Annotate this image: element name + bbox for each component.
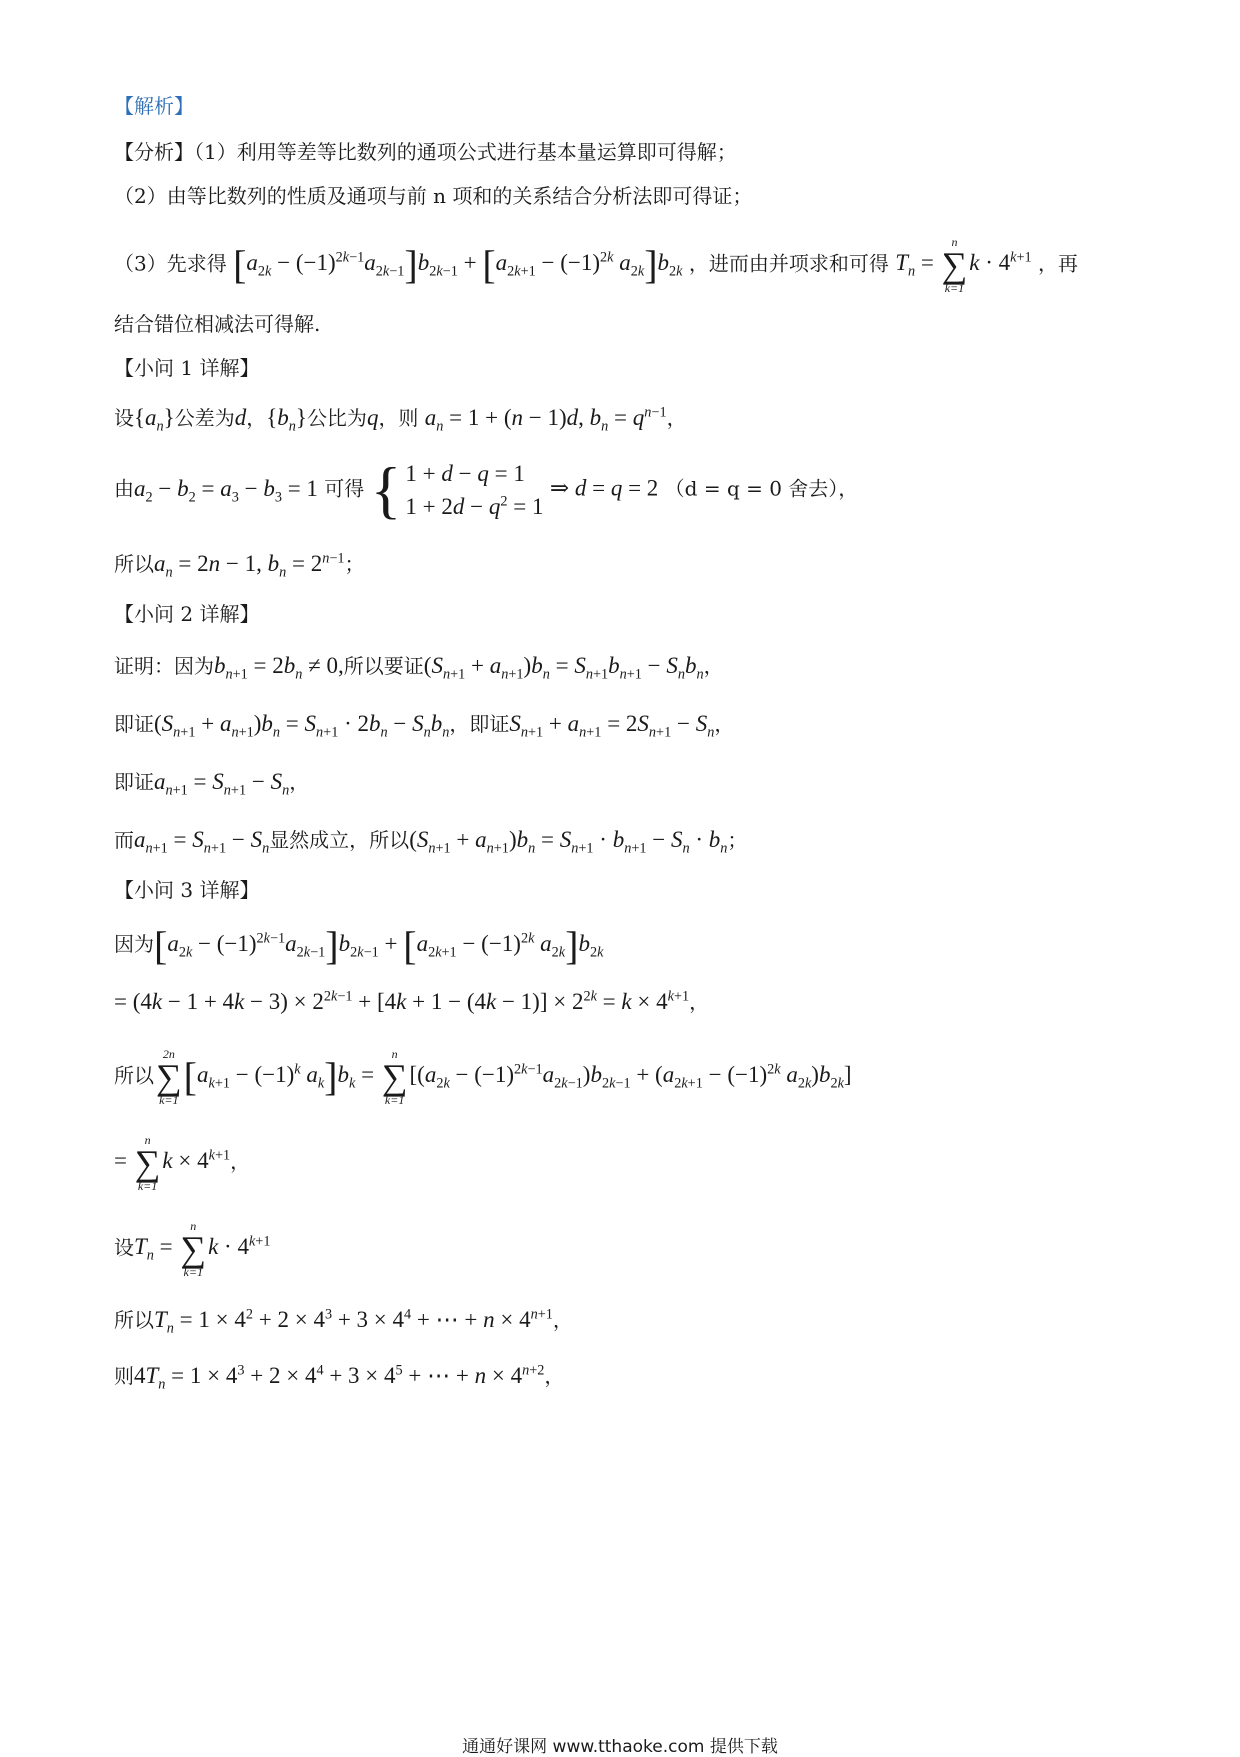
q1-line-3: 所以$a_n = 2n - 1$, $b_n = 2^{n-1}$； — [114, 550, 365, 581]
q1-title: 【小问 1 详解】 — [114, 356, 260, 380]
equation-system: { 1 + d − q = 1 $1 + 2d - q^2 = 1$ — [370, 454, 544, 525]
analysis-line-3: （3）先求得 $[a_{2k} - (-1)^{2k-1}a_{2k-1}]b_{2k-1} + [a_{2k+1} - (-1)^{2k}$ $a_{2k}]b_{2k}$ ，进而由并项求和可得 $T_n$ = n ∑ k=1 $k \cdot 4^{k+1}$ ，再 — [114, 235, 1079, 296]
analysis-line-2: （2）由等比数列的性质及通项与前 n 项和的关系结合分析法即可得证； — [114, 184, 753, 208]
analysis-line-4: 结合错位相减法可得解. — [114, 312, 321, 336]
analysis-line-1: 【分析】（1）利用等差等比数列的通项公式进行基本量运算即可得解； — [114, 140, 737, 164]
section-label: 【解析】 — [114, 94, 194, 118]
footer-watermark: 通通好课网 www.tthaoke.com 提供下载 — [462, 1737, 778, 1757]
q3-line-4: = n ∑ k=1 $k \times 4^{k+1}$， — [114, 1133, 251, 1194]
q3-line-1: 因为$[a_{2k} - (-1)^{2k-1}a_{2k-1}]b_{2k-1} + [a_{2k+1} - (-1)^{2k}$ $a_{2k}]b_{2k}$ — [114, 923, 604, 968]
q3-line-7: 则$4T_n = 1 \times 4^3 + 2 \times 4^4 + 3 \times 4^5$ + ⋯ + $n \times 4^{n+2}$， — [114, 1362, 565, 1393]
q1-line-1: 设$\{a_n\}$公差为d，$\{b_n\}$公比为q，则 $a_n = 1 + (n - 1)d$, $b_n = q^{n-1}$， — [114, 404, 687, 435]
q2-line-3: 即证$a_{n+1} = S_{n+1} - S_n$， — [114, 769, 310, 799]
q2-line-2: 即证$(S_{n+1} + a_{n+1})b_n = S_{n+1} \cdot 2b_n - S_nb_n$，即证$S_{n+1} + a_{n+1} = 2S_{n+1} - S_n$， — [114, 711, 735, 741]
q2-line-4: 而$a_{n+1} = S_{n+1} - S_n$显然成立，所以$(S_{n+1} + a_{n+1})b_n = S_{n+1} \cdot b_{n+1} - S_n \cdot b_n$； — [114, 827, 748, 857]
q2-line-1: 证明：因为$b_{n+1} = 2b_n \ne 0$,所以要证$(S_{n+1} + a_{n+1})b_n = S_{n+1}b_{n+1} - S_nb_n$， — [114, 653, 724, 683]
q3-line-5: 设$T_n$ = n ∑ k=1 $k \cdot 4^{k+1}$ — [114, 1219, 271, 1280]
q3-line-6: 所以$T_n = 1 \times 4^2 + 2 \times 4^3 + 3 \times 4^4$ + ⋯ + $n \times 4^{n+1}$， — [114, 1306, 573, 1337]
q3-line-2: = $(4k - 1 + 4k - 3) \times 2^{2k-1} + [4k + 1 - (4k - 1)] \times 2^{2k} = k \times 4^{k+1}$， — [114, 988, 710, 1014]
formula-bracket-expression: $[a_{2k} - (-1)^{2k-1}a_{2k-1}]b_{2k-1} + [a_{2k+1} - (-1)^{2k}$ $a_{2k}]b_{2k}$ — [233, 242, 683, 288]
formula-Tn-sum: $T_n$ = n ∑ k=1 $k \cdot 4^{k+1}$ — [895, 235, 1032, 296]
q2-title: 【小问 2 详解】 — [114, 602, 260, 626]
q3-title: 【小问 3 详解】 — [114, 878, 260, 902]
q3-line-3: 所以 2n ∑ k=1 [$a_{k+1} - (-1)^k$ $a_k]b_k$ = n ∑ k=1 [$(a_{2k} - (-1)^{2k-1}a_{2k-1})b_{2k-1} + (a_{2k+1} - (-1)^{2k}$ $a_{2k})b_{2k}$] — [114, 1047, 852, 1108]
q1-line-2: 由$a_2 - b_2 = a_3 - b_3 = 1$ 可得 { 1 + d − q = 1 $1 + 2d - q^2 = 1$ ⇒ d = q = 2 （d = q = 0 舍去）， — [114, 454, 859, 525]
